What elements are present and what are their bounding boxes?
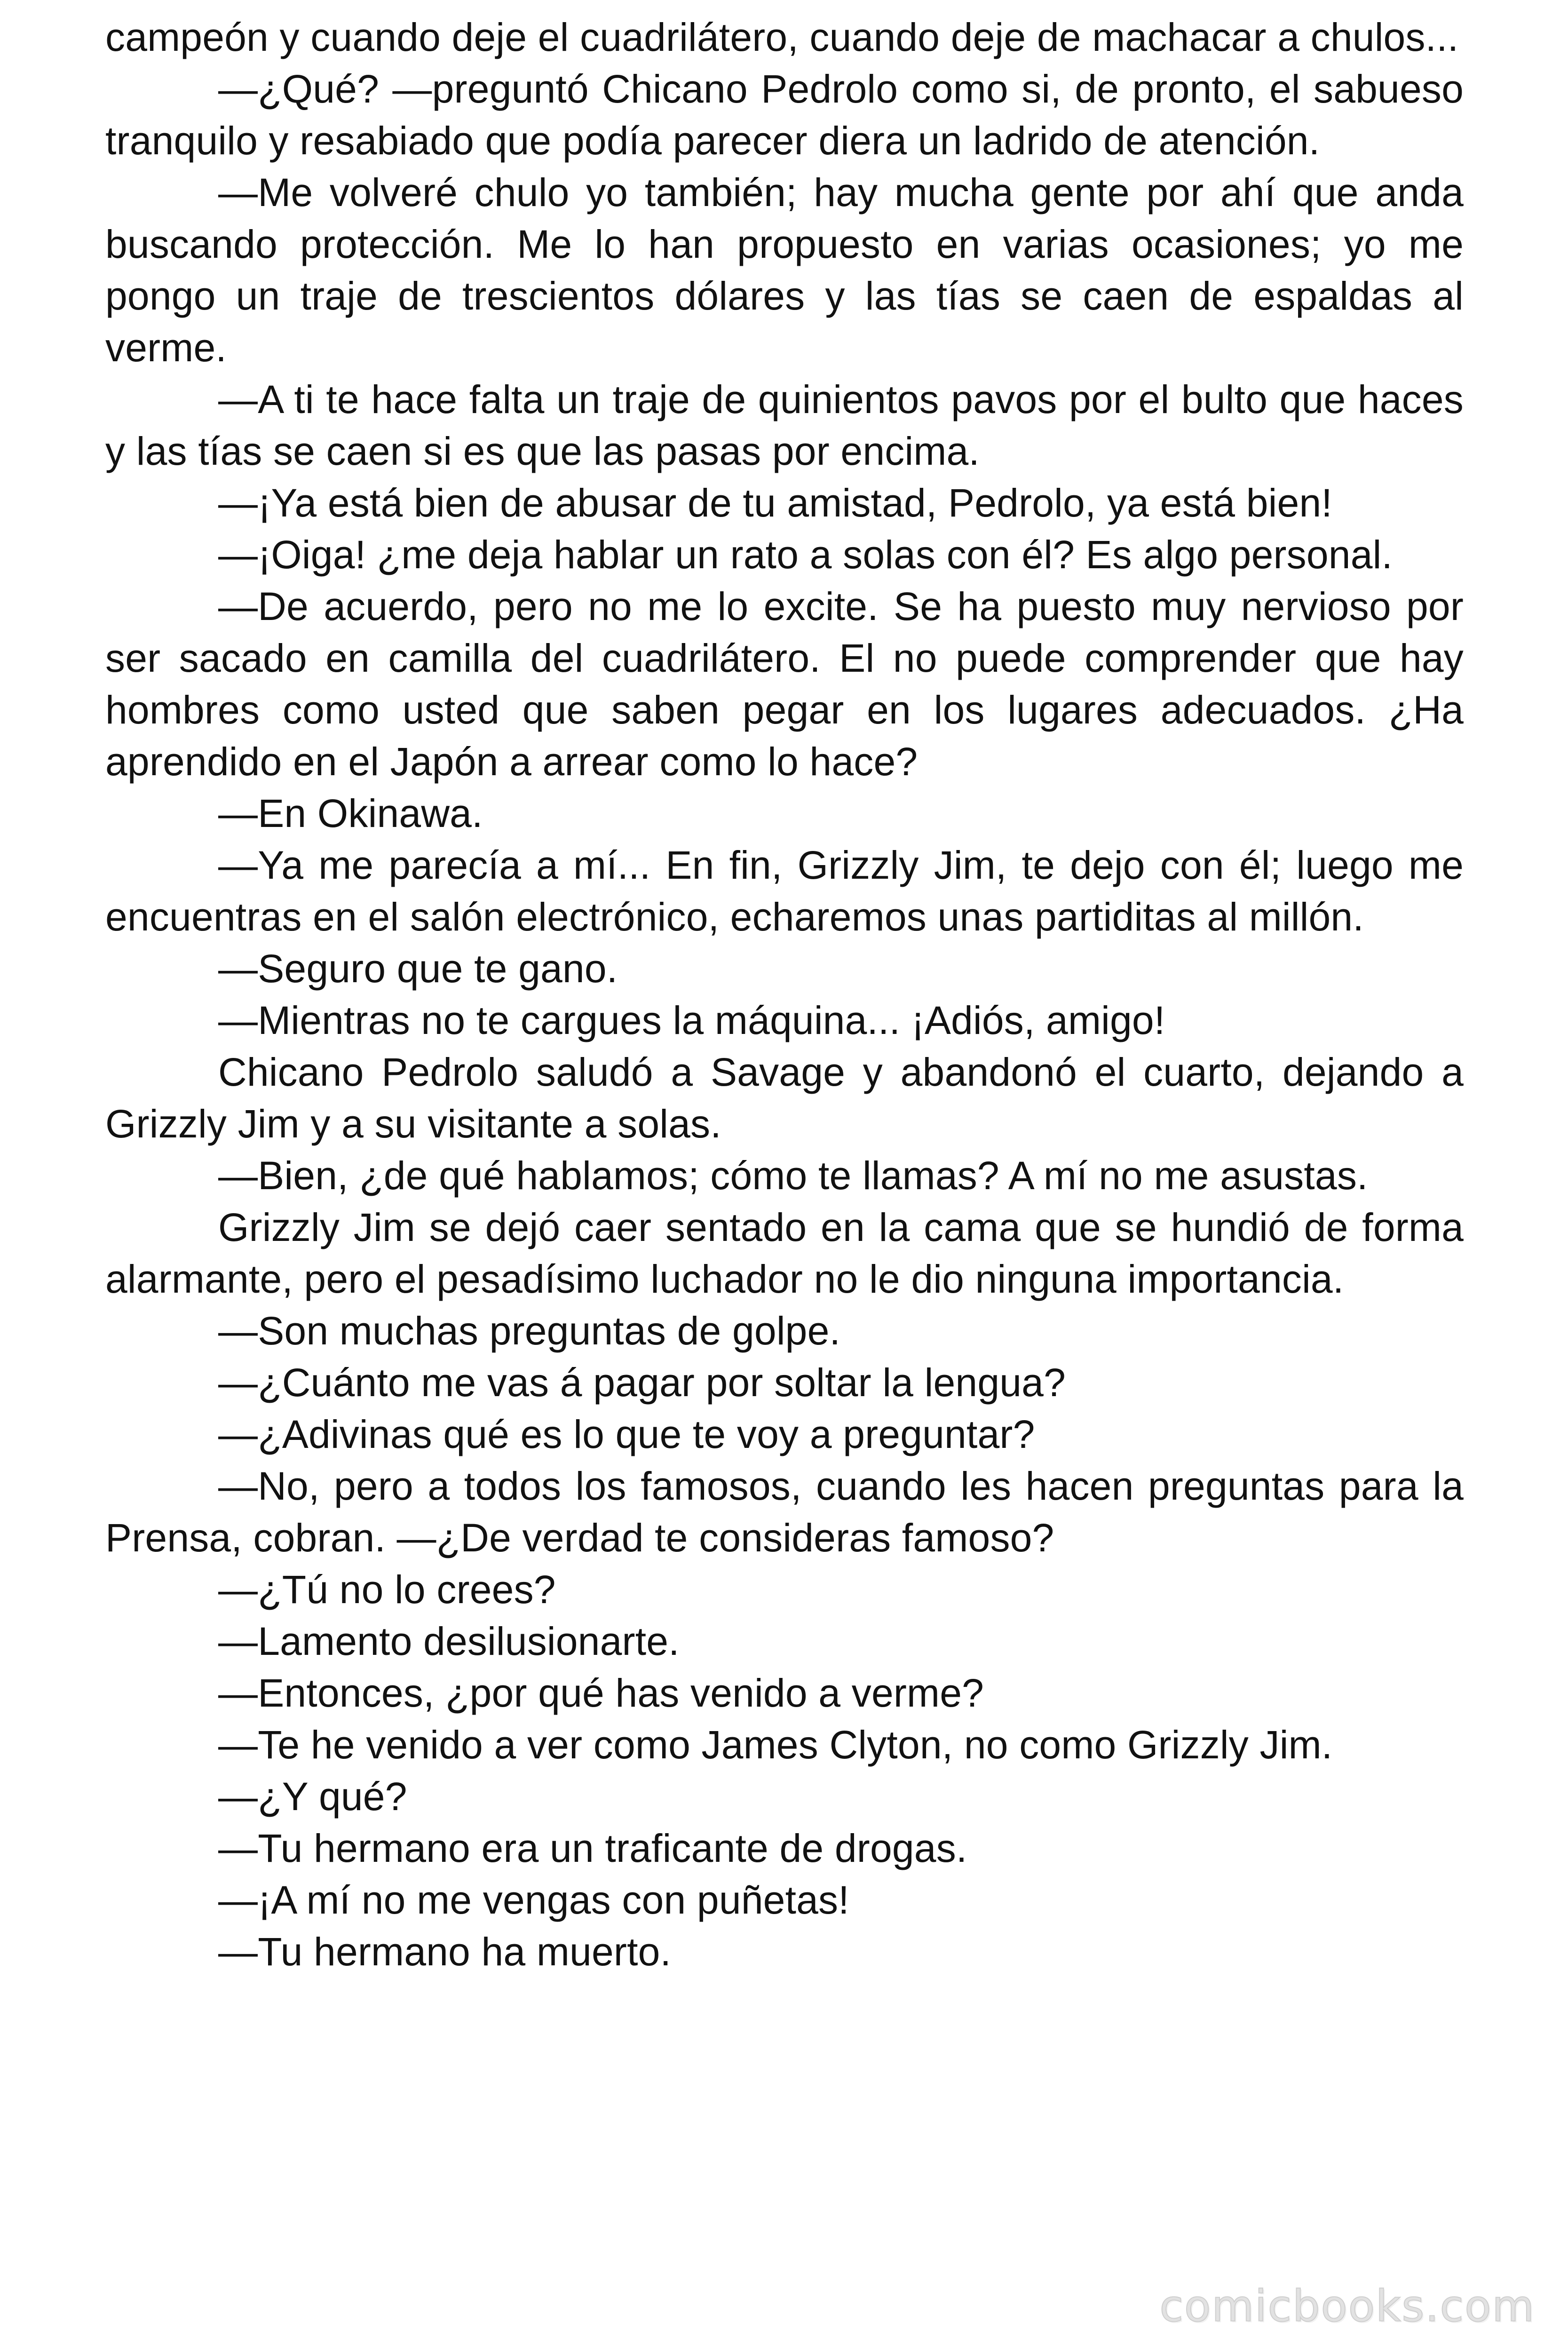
paragraph: —Ya me parecía a mí... En fin, Grizzly Jim, te dejo con él; luego me encuentras en el salón electrónico, echaremos unas partiditas al millón.: [105, 843, 1464, 939]
paragraph: Chicano Pedrolo saludó a Savage y abandonó el cuarto, dejando a Grizzly Jim y a su visitante a solas.: [105, 1050, 1464, 1146]
paragraph: —No, pero a todos los famosos, cuando les hacen preguntas para la Prensa, cobran. —¿De verdad te consideras famoso?: [105, 1464, 1464, 1560]
paragraph: —De acuerdo, pero no me lo excite. Se ha puesto muy nervioso por ser sacado en camilla del cuadrilátero. El no puede comprender que hay hombres como usted que saben pegar en los lugares adecuados. ¿Ha aprendido en el Japón a arrear como lo hace?: [105, 584, 1464, 784]
paragraph: —¿Qué? —preguntó Chicano Pedrolo como si, de pronto, el sabueso tranquilo y resabiado que podía parecer diera un ladrido de atención.: [105, 67, 1464, 163]
paragraph: —A ti te hace falta un traje de quinientos pavos por el bulto que haces y las tías se caen si es que las pasas por encima.: [105, 377, 1464, 473]
paragraph: —Bien, ¿de qué hablamos; cómo te llamas? A mí no me asustas.: [218, 1153, 1368, 1198]
paragraph: —¡Oiga! ¿me deja hablar un rato a solas con él? Es algo personal.: [218, 532, 1393, 577]
paragraph: —Me volveré chulo yo también; hay mucha gente por ahí que anda buscando protección. Me lo han propuesto en varias ocasiones; yo me pongo un traje de trescientos dólares y las tías se caen de espaldas al verme.: [105, 170, 1464, 370]
paragraph: —Te he venido a ver como James Clyton, no como Grizzly Jim.: [218, 1723, 1333, 1767]
paragraph: —¿Tú no lo crees?: [218, 1567, 556, 1612]
paragraph: —¿Cuánto me vas á pagar por soltar la lengua?: [218, 1360, 1066, 1405]
paragraph: —¿Y qué?: [218, 1774, 407, 1819]
paragraph: —Lamento desilusionarte.: [218, 1619, 680, 1663]
paragraph: —Seguro que te gano.: [218, 946, 618, 991]
paragraph: Grizzly Jim se dejó caer sentado en la cama que se hundió de forma alarmante, pero el pesadísimo luchador no le dio ninguna importancia.: [105, 1205, 1464, 1301]
paragraph: —Tu hermano ha muerto.: [218, 1930, 672, 1974]
paragraph: —Son muchas preguntas de golpe.: [218, 1309, 841, 1353]
page-text: [105, 11, 1464, 1978]
paragraph: campeón y cuando deje el cuadrilátero, cuando deje de machacar a chulos...: [105, 15, 1459, 59]
paragraph: —¿Adivinas qué es lo que te voy a preguntar?: [218, 1412, 1035, 1456]
watermark: comicbooks.com: [1159, 2281, 1535, 2331]
paragraph: —Entonces, ¿por qué has venido a verme?: [218, 1671, 984, 1715]
paragraph: —Mientras no te cargues la máquina... ¡Adiós, amigo!: [218, 998, 1165, 1042]
paragraph: —Tu hermano era un traficante de drogas.: [218, 1826, 967, 1870]
paragraph: —¡Ya está bien de abusar de tu amistad, Pedrolo, ya está bien!: [218, 481, 1332, 525]
paragraph: —En Okinawa.: [218, 791, 483, 835]
paragraph: —¡A mí no me vengas con puñetas!: [218, 1878, 849, 1922]
